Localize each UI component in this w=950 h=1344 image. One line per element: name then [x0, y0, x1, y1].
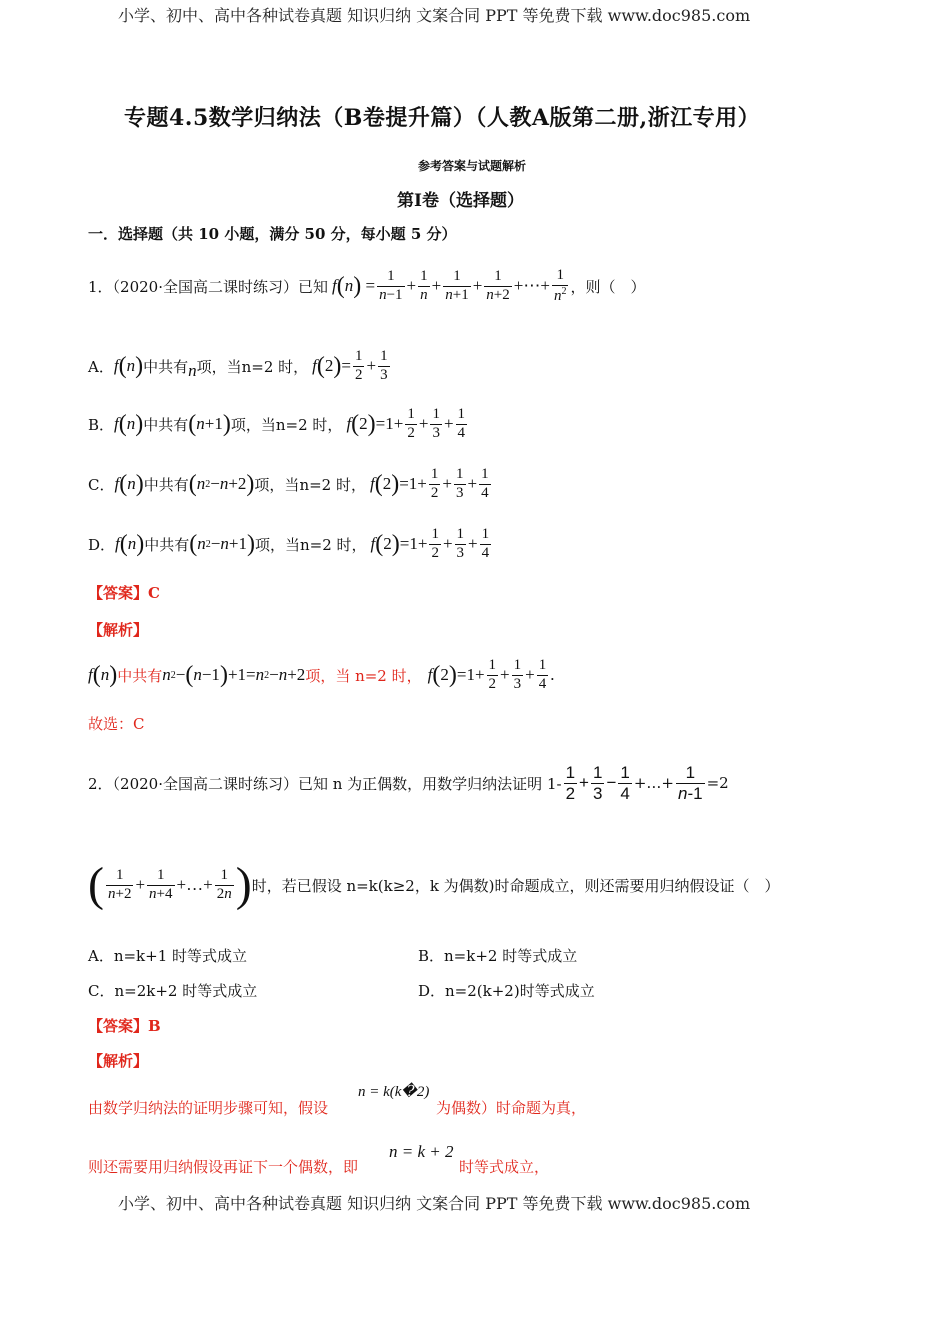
q2-option-c: C．n=2k+2 时等式成立 — [88, 982, 258, 1000]
q1-choose: 故选：C — [88, 715, 145, 733]
q2-answer: 【答案】B — [88, 1017, 161, 1035]
q2-solution-line2-a: 则还需要用归纳假设再证下一个偶数，即 — [88, 1158, 359, 1176]
q2-stem: 2．（2020·全国高二课时练习）已知 n 为正偶数，用数学归纳法证明 1- $\frac{1}{2}$ + $\frac{1}{3}$ − $\frac{1}{4}$ +…+ $\frac{1}{n-1}$ =2 — [88, 762, 729, 803]
section-heading: 一．选择题（共 10 小题，满分 50 分，每小题 5 分） — [88, 225, 457, 243]
volume-heading: 第Ⅰ卷（选择题） — [397, 191, 524, 211]
q1-tail: ，则（ ） — [570, 277, 646, 296]
q2-analysis-label: 【解析】 — [88, 1052, 149, 1070]
subtitle: 参考答案与试题解析 — [418, 159, 527, 173]
page-header: 小学、初中、高中各种试卷真题 知识归纳 文案合同 PPT 等免费下载 www.doc985.com — [118, 6, 751, 25]
q1-option-b: B． f ( n ) 中共有 ( n +1 ) 项，当 n=2 时， f ( 2 ) =1+ $\frac{1}{2}$ + $\frac{1}{3}$ + $\frac{1}{4}$ — [88, 406, 466, 441]
q1-option-c: C． f ( n ) 中共有 ( n 2 − n +2 ) 项，当 n=2 时， f ( 2 ) =1+ $\frac{1}{2}$ + $\frac{1}{3}$ + $\frac{1}{4}$ — [88, 466, 489, 501]
page-title: 专题4.5数学归纳法（B卷提升篇）（人教A版第二册,浙江专用） — [124, 105, 761, 131]
q2-option-d: D．n=2(k+2)时等式成立 — [418, 982, 595, 1000]
q1-analysis-label: 【解析】 — [88, 621, 149, 639]
q2-option-a: A．n=k+1 时等式成立 — [88, 947, 248, 965]
q2-option-b: B．n=k+2 时等式成立 — [418, 947, 578, 965]
q2-stem-line2: ( $\frac{1}{n+2}$ + $\frac{1}{n+4}$ +…+ $\frac{1}{2n}$ ) 时，若已假设 n=k(k≥2，k 为偶数)时命题成立，则还需要用归纳假设证（ ） — [88, 858, 780, 911]
q2-solution-line2-formula: n = k + 2 — [389, 1142, 454, 1161]
q2-solution-line1-formula: n = k(k�2) — [358, 1084, 430, 1100]
q1-option-a: A． f ( n ) 中共有 n 项，当 n=2 时， f ( 2 ) = $\frac{1}{2}$ + $\frac{1}{3}$ — [88, 348, 388, 383]
q2-solution-line2-b: 时等式成立， — [459, 1158, 550, 1176]
q1-solution: f ( n ) 中共有 n 2 − ( n −1 ) +1= n 2 − n +2 项，当 n=2 时， f ( 2 ) =1+ $\frac{1}{2}$ + $\frac{1}{3}$ + $\frac{1}{4}$ . — [88, 657, 555, 692]
q1-lead: 1．（2020·全国高二课时练习）已知 — [88, 277, 328, 296]
q1-formula: f ( n ) = $\frac{1}{n-1}$ + $\frac{1}{n}$ + $\frac{1}{n+1}$ + $\frac{1}{n+2}$ +⋯+ $\frac{1}{n^2}$ — [332, 267, 567, 304]
q1-option-d: D． f ( n ) 中共有 ( n 2 − n +1 ) 项，当 n=2 时， f ( 2 ) =1+ $\frac{1}{2}$ + $\frac{1}{3}$ + $\frac{1}{4}$ — [88, 526, 490, 561]
q1-stem — [88, 258, 645, 314]
q1-answer: 【答案】C — [88, 584, 160, 602]
q2-solution-line1-b: 为偶数）时命题为真， — [436, 1099, 587, 1117]
q2-solution-line1-a: 由数学归纳法的证明步骤可知，假设 — [88, 1099, 329, 1117]
page-footer: 小学、初中、高中各种试卷真题 知识归纳 文案合同 PPT 等免费下载 www.doc985.com — [118, 1194, 751, 1213]
